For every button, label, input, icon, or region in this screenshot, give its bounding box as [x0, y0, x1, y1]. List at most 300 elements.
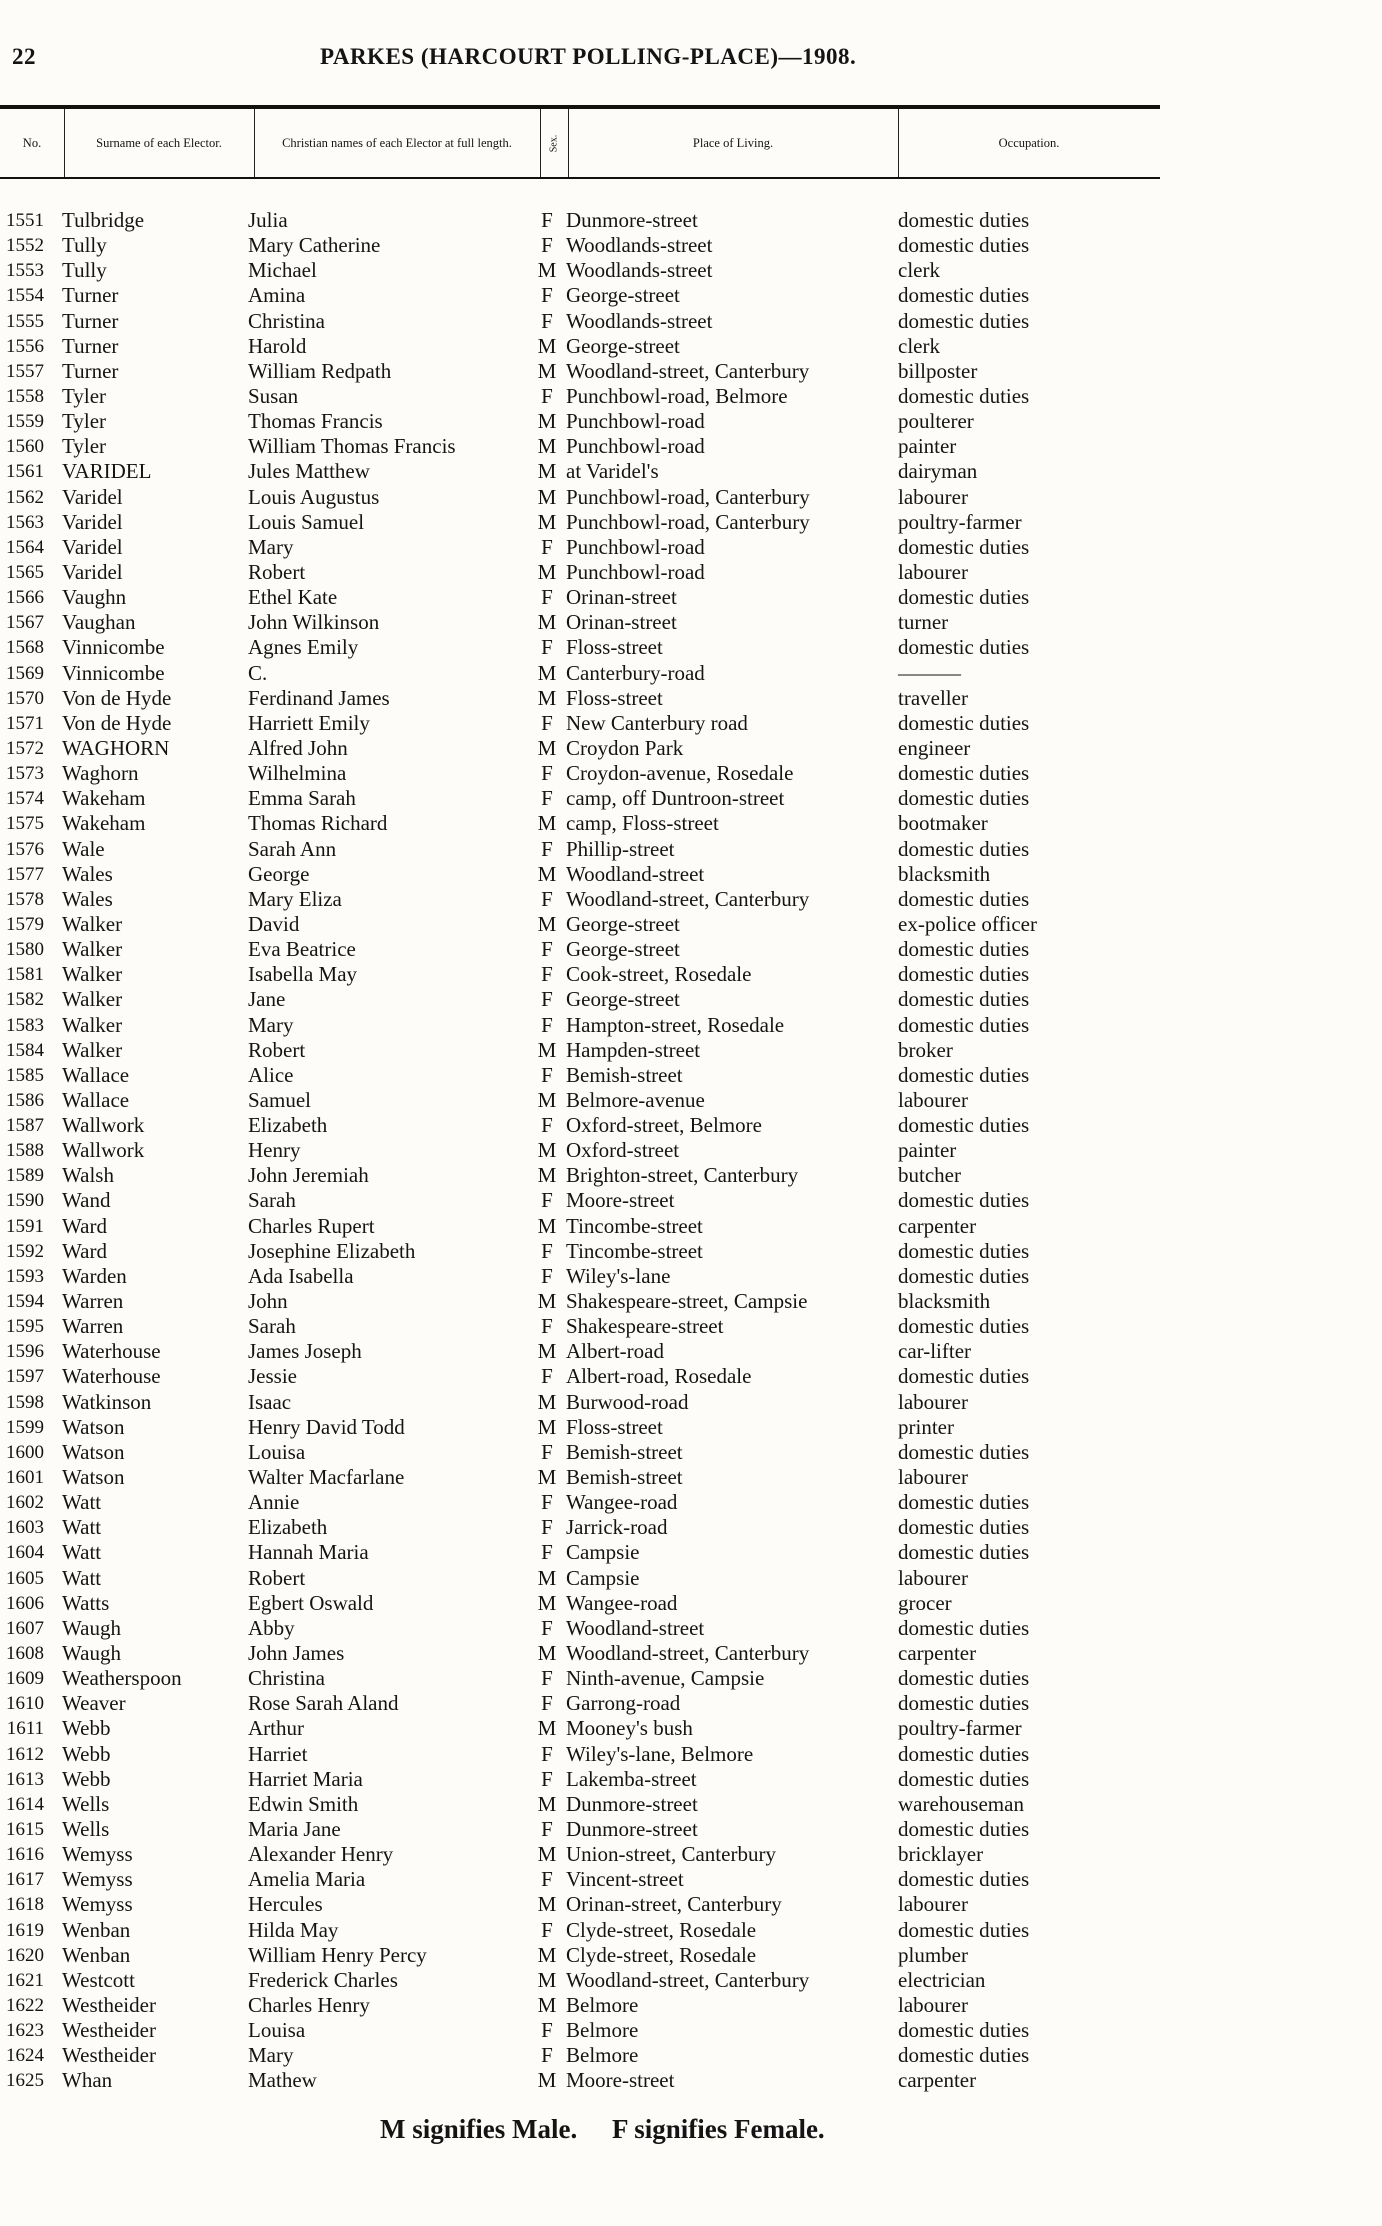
table-row	[0, 535, 1160, 560]
elector-surname: Wales	[62, 886, 113, 911]
elector-number: 1556	[6, 335, 44, 357]
elector-sex: M	[537, 258, 557, 283]
elector-number: 1569	[6, 662, 44, 684]
elector-christian-names: Hannah Maria	[248, 1540, 369, 1565]
elector-christian-names: Annie	[248, 1490, 300, 1515]
table-row	[0, 434, 1160, 459]
elector-place-of-living: Woodlands-street	[566, 233, 713, 258]
elector-christian-names: Mary Catherine	[248, 233, 381, 258]
table-row	[0, 1792, 1160, 1817]
table-row	[0, 283, 1160, 308]
table-row	[0, 1867, 1160, 1892]
elector-surname: Walker	[62, 1037, 123, 1062]
elector-christian-names: Eva Beatrice	[248, 937, 356, 962]
elector-christian-names: Isaac	[248, 1389, 292, 1414]
elector-occupation: domestic duties	[898, 1666, 1030, 1691]
elector-place-of-living: Bemish-street	[566, 1062, 683, 1087]
elector-christian-names: Harriett Emily	[248, 710, 370, 735]
elector-number: 1575	[6, 813, 44, 835]
elector-surname: Varidel	[62, 509, 123, 534]
elector-sex: F	[541, 786, 553, 811]
elector-surname: Watt	[62, 1490, 102, 1515]
elector-place-of-living: Albert-road	[566, 1339, 664, 1364]
table-row	[0, 1842, 1160, 1867]
elector-occupation: traveller	[898, 685, 968, 710]
elector-number: 1574	[6, 788, 44, 810]
table-row	[0, 786, 1160, 811]
elector-christian-names: Wilhelmina	[248, 761, 347, 786]
elector-place-of-living: Wangee-road	[566, 1490, 678, 1515]
elector-place-of-living: Shakespeare-street, Campsie	[566, 1289, 808, 1314]
elector-place-of-living: Cook-street, Rosedale	[566, 962, 752, 987]
elector-surname: Watkinson	[62, 1389, 152, 1414]
elector-occupation: domestic duties	[898, 1540, 1030, 1565]
elector-christian-names: Amelia Maria	[248, 1867, 366, 1892]
elector-occupation: plumber	[898, 1942, 968, 1967]
table-header	[0, 105, 1160, 179]
elector-place-of-living: Lakemba-street	[566, 1766, 697, 1791]
elector-place-of-living: Oxford-street, Belmore	[566, 1113, 762, 1138]
elector-place-of-living: Belmore-avenue	[566, 1087, 705, 1112]
page-title: PARKES (HARCOURT POLLING-PLACE)—1908.	[320, 44, 857, 69]
elector-surname: Watt	[62, 1565, 102, 1590]
elector-occupation: poultry-farmer	[898, 1716, 1022, 1741]
elector-number: 1552	[6, 235, 44, 257]
elector-number: 1586	[6, 1089, 44, 1111]
elector-christian-names: Hilda May	[248, 1917, 339, 1942]
elector-number: 1577	[6, 863, 44, 885]
elector-sex: F	[541, 383, 553, 408]
elector-place-of-living: Garrong-road	[566, 1691, 681, 1716]
elector-sex: M	[537, 1213, 557, 1238]
elector-christian-names: Louis Augustus	[248, 484, 380, 509]
elector-occupation: domestic duties	[898, 987, 1030, 1012]
elector-sex: M	[537, 484, 557, 509]
elector-surname: Tyler	[62, 409, 107, 434]
elector-christian-names: Maria Jane	[248, 1817, 341, 1841]
elector-surname: Wand	[62, 1188, 111, 1213]
elector-christian-names: William Thomas Francis	[248, 434, 456, 459]
elector-christian-names: Thomas Richard	[248, 811, 388, 836]
elector-number: 1608	[6, 1643, 44, 1665]
elector-number: 1568	[6, 637, 44, 659]
elector-occupation: domestic duties	[898, 1113, 1030, 1138]
elector-number: 1607	[6, 1617, 44, 1639]
elector-number: 1624	[6, 2045, 44, 2067]
elector-occupation: carpenter	[898, 2068, 977, 2093]
elector-christian-names: William Redpath	[248, 358, 392, 383]
elector-occupation: domestic duties	[898, 1062, 1030, 1087]
elector-christian-names: Josephine Elizabeth	[248, 1238, 416, 1263]
elector-surname: Watson	[62, 1465, 125, 1490]
elector-occupation: labourer	[898, 1087, 968, 1112]
table-row	[0, 1088, 1160, 1113]
elector-sex: M	[537, 1465, 557, 1490]
elector-place-of-living: Clyde-street, Rosedale	[566, 1942, 757, 1967]
elector-christian-names: Susan	[248, 383, 299, 408]
elector-place-of-living: Woodland-street	[566, 1615, 705, 1640]
elector-surname: Watt	[62, 1515, 102, 1540]
elector-place-of-living: Punchbowl-road	[566, 434, 705, 459]
table-row	[0, 1063, 1160, 1088]
elector-sex: F	[541, 635, 553, 660]
elector-number: 1562	[6, 486, 44, 508]
elector-sex: F	[541, 1490, 553, 1515]
elector-christian-names: Jane	[248, 987, 286, 1012]
elector-surname: Varidel	[62, 534, 123, 559]
elector-occupation: domestic duties	[898, 786, 1030, 811]
table-row	[0, 334, 1160, 359]
elector-number: 1603	[6, 1517, 44, 1539]
page-header	[0, 44, 1160, 78]
elector-occupation: clerk	[898, 258, 940, 283]
table-row	[0, 635, 1160, 660]
elector-occupation: ———	[898, 660, 961, 685]
elector-christian-names: Louis Samuel	[248, 509, 365, 534]
elector-sex: M	[537, 1565, 557, 1590]
elector-occupation: domestic duties	[898, 962, 1030, 987]
elector-surname: Vaughn	[62, 585, 127, 610]
elector-sex: F	[541, 308, 553, 333]
elector-sex: M	[537, 409, 557, 434]
elector-occupation: domestic duties	[898, 1364, 1030, 1389]
elector-place-of-living: Orinan-street, Canterbury	[566, 1892, 782, 1917]
elector-sex: F	[541, 1314, 553, 1339]
elector-occupation: labourer	[898, 1465, 968, 1490]
table-row	[0, 208, 1160, 233]
table-row	[0, 1943, 1160, 1968]
elector-place-of-living: George-street	[566, 987, 680, 1012]
elector-number: 1564	[6, 536, 44, 558]
elector-place-of-living: Belmore	[566, 1992, 639, 2017]
elector-occupation: electrician	[898, 1967, 986, 1992]
elector-surname: Von de Hyde	[62, 710, 172, 735]
elector-sex: F	[541, 1062, 553, 1087]
elector-occupation: domestic duties	[898, 1188, 1030, 1213]
table-row	[0, 309, 1160, 334]
table-row	[0, 987, 1160, 1012]
elector-surname: Turner	[62, 333, 119, 358]
elector-number: 1554	[6, 285, 44, 307]
elector-number: 1619	[6, 1919, 44, 1941]
elector-number: 1570	[6, 687, 44, 709]
elector-sex: F	[541, 1867, 553, 1892]
elector-number: 1566	[6, 587, 44, 609]
elector-number: 1609	[6, 1668, 44, 1690]
elector-surname: Waugh	[62, 1615, 121, 1640]
elector-occupation: printer	[898, 1414, 954, 1439]
elector-christian-names: John	[248, 1289, 288, 1314]
elector-place-of-living: Vincent-street	[566, 1867, 684, 1892]
table-row	[0, 459, 1160, 484]
elector-christian-names: Jessie	[248, 1364, 297, 1389]
table-row	[0, 962, 1160, 987]
elector-sex: M	[537, 1163, 557, 1188]
elector-occupation: butcher	[898, 1163, 961, 1188]
elector-number: 1585	[6, 1064, 44, 1086]
table-row	[0, 1666, 1160, 1691]
elector-place-of-living: camp, Floss-street	[566, 811, 719, 836]
elector-christian-names: Christina	[248, 308, 325, 333]
elector-occupation: domestic duties	[898, 1238, 1030, 1263]
table-row	[0, 610, 1160, 635]
male-note: M signifies Male.	[380, 2114, 578, 2144]
elector-number: 1578	[6, 888, 44, 910]
elector-place-of-living: Punchbowl-road	[566, 559, 705, 584]
elector-surname: Watts	[62, 1590, 110, 1615]
page-number: 22	[12, 44, 36, 69]
elector-sex: M	[537, 1138, 557, 1163]
elector-number: 1620	[6, 1944, 44, 1966]
table-row	[0, 1892, 1160, 1917]
table-row	[0, 1038, 1160, 1063]
elector-place-of-living: Hampden-street	[566, 1037, 701, 1062]
elector-surname: Webb	[62, 1716, 111, 1741]
elector-place-of-living: Canterbury-road	[566, 660, 705, 685]
elector-number: 1587	[6, 1115, 44, 1137]
elector-sex: F	[541, 710, 553, 735]
table-row	[0, 409, 1160, 434]
elector-sex: F	[541, 1615, 553, 1640]
table-row	[0, 1918, 1160, 1943]
elector-christian-names: John James	[248, 1641, 345, 1666]
elector-surname: Waghorn	[62, 761, 139, 786]
elector-sex: F	[541, 836, 553, 861]
elector-sex: M	[537, 1339, 557, 1364]
elector-christian-names: John Wilkinson	[248, 610, 380, 635]
elector-surname: Warden	[62, 1263, 127, 1288]
elector-surname: Walker	[62, 937, 123, 962]
column-header-sex	[540, 109, 568, 177]
elector-place-of-living: Phillip-street	[566, 836, 675, 861]
elector-place-of-living: Wiley's-lane	[566, 1263, 671, 1288]
elector-christian-names: Alfred John	[248, 735, 348, 760]
elector-place-of-living: George-street	[566, 911, 680, 936]
table-row	[0, 1465, 1160, 1490]
elector-place-of-living: Campsie	[566, 1565, 640, 1590]
elector-christian-names: Frederick Charles	[248, 1967, 398, 1992]
elector-occupation: labourer	[898, 1992, 968, 2017]
elector-christian-names: Harold	[248, 333, 307, 358]
elector-sex: F	[541, 534, 553, 559]
column-header-christian-names: Christian names of each Elector at full length.	[282, 135, 512, 150]
elector-occupation: domestic duties	[898, 1867, 1030, 1892]
elector-christian-names: Julia	[248, 208, 288, 232]
elector-sex: F	[541, 1263, 553, 1288]
elector-surname: Varidel	[62, 484, 123, 509]
elector-christian-names: Sarah	[248, 1314, 296, 1339]
elector-number: 1580	[6, 939, 44, 961]
elector-place-of-living: Floss-street	[566, 635, 663, 660]
elector-sex: F	[541, 987, 553, 1012]
elector-sex: F	[541, 1691, 553, 1716]
elector-christian-names: Amina	[248, 283, 306, 308]
elector-sex: M	[537, 1414, 557, 1439]
elector-number: 1601	[6, 1467, 44, 1489]
elector-place-of-living: Wangee-road	[566, 1590, 678, 1615]
elector-sex: F	[541, 1439, 553, 1464]
elector-number: 1559	[6, 411, 44, 433]
elector-surname: Wells	[62, 1817, 110, 1841]
elector-place-of-living: Punchbowl-road	[566, 534, 705, 559]
elector-place-of-living: Croydon Park	[566, 735, 684, 760]
elector-christian-names: Abby	[248, 1615, 295, 1640]
elector-place-of-living: Campsie	[566, 1540, 640, 1565]
elector-sex: F	[541, 1364, 553, 1389]
elector-occupation: grocer	[898, 1590, 952, 1615]
elector-sex: M	[537, 1892, 557, 1917]
elector-number: 1617	[6, 1869, 44, 1891]
table-row	[0, 1314, 1160, 1339]
elector-occupation: domestic duties	[898, 710, 1030, 735]
elector-surname: Varidel	[62, 559, 123, 584]
table-row	[0, 1214, 1160, 1239]
elector-surname: Webb	[62, 1766, 111, 1791]
elector-christian-names: Louisa	[248, 1439, 306, 1464]
elector-christian-names: George	[248, 861, 310, 886]
elector-place-of-living: Bemish-street	[566, 1465, 683, 1490]
elector-place-of-living: George-street	[566, 333, 680, 358]
elector-sex: M	[537, 1590, 557, 1615]
elector-place-of-living: Woodlands-street	[566, 258, 713, 283]
elector-occupation: domestic duties	[898, 1741, 1030, 1766]
elector-number: 1611	[6, 1718, 44, 1740]
elector-place-of-living: Woodland-street, Canterbury	[566, 886, 810, 911]
column-header-no: No.	[22, 135, 42, 150]
elector-place-of-living: Punchbowl-road, Canterbury	[566, 484, 810, 509]
table-row	[0, 1767, 1160, 1792]
elector-occupation: domestic duties	[898, 1314, 1030, 1339]
table-row	[0, 686, 1160, 711]
elector-occupation: blacksmith	[898, 1289, 991, 1314]
elector-number: 1596	[6, 1341, 44, 1363]
elector-occupation: painter	[898, 434, 957, 459]
elector-place-of-living: New Canterbury road	[566, 710, 748, 735]
elector-place-of-living: Ninth-avenue, Campsie	[566, 1666, 765, 1691]
elector-occupation: domestic duties	[898, 836, 1030, 861]
table-row	[0, 1591, 1160, 1616]
elector-surname: Wallwork	[62, 1113, 145, 1138]
elector-sex: F	[541, 1515, 553, 1540]
elector-surname: Turner	[62, 283, 119, 308]
elector-sex: M	[537, 685, 557, 710]
table-row	[0, 585, 1160, 610]
elector-place-of-living: Punchbowl-road, Canterbury	[566, 509, 810, 534]
elector-place-of-living: Woodlands-street	[566, 308, 713, 333]
elector-sex: F	[541, 585, 553, 610]
elector-place-of-living: camp, off Duntroon-street	[566, 786, 785, 811]
elector-occupation: domestic duties	[898, 383, 1030, 408]
elector-sex: F	[541, 761, 553, 786]
elector-place-of-living: Belmore	[566, 2018, 639, 2043]
elector-occupation: labourer	[898, 1565, 968, 1590]
table-row	[0, 1188, 1160, 1213]
elector-occupation: domestic duties	[898, 2018, 1030, 2043]
elector-christian-names: Robert	[248, 1565, 306, 1590]
elector-sex: M	[537, 1037, 557, 1062]
elector-sex: M	[537, 1842, 557, 1867]
elector-sex: F	[541, 1238, 553, 1263]
elector-sex: F	[541, 2018, 553, 2043]
elector-number: 1589	[6, 1165, 44, 1187]
elector-surname: Wales	[62, 861, 113, 886]
elector-christian-names: Walter Macfarlane	[248, 1465, 405, 1490]
elector-number: 1593	[6, 1265, 44, 1287]
table-row	[0, 1163, 1160, 1188]
elector-occupation: domestic duties	[898, 1817, 1030, 1841]
elector-christian-names: James Joseph	[248, 1339, 362, 1364]
elector-christian-names: Sarah	[248, 1188, 296, 1213]
elector-christian-names: Samuel	[248, 1087, 311, 1112]
elector-surname: Watson	[62, 1414, 125, 1439]
elector-surname: Westheider	[62, 1992, 156, 2017]
elector-surname: Wakeham	[62, 811, 146, 836]
elector-occupation: domestic duties	[898, 208, 1030, 232]
elector-occupation: carpenter	[898, 1641, 977, 1666]
table-row	[0, 1390, 1160, 1415]
elector-number: 1618	[6, 1894, 44, 1916]
elector-number: 1553	[6, 260, 44, 282]
elector-place-of-living: Punchbowl-road, Belmore	[566, 383, 788, 408]
table-row	[0, 1993, 1160, 2018]
elector-sex: F	[541, 1917, 553, 1942]
elector-christian-names: Elizabeth	[248, 1113, 328, 1138]
table-row	[0, 1691, 1160, 1716]
elector-surname: Westheider	[62, 2018, 156, 2043]
elector-number: 1591	[6, 1215, 44, 1237]
elector-place-of-living: Clyde-street, Rosedale	[566, 1917, 757, 1942]
elector-christian-names: C.	[248, 660, 268, 685]
elector-occupation: billposter	[898, 358, 978, 383]
elector-occupation: labourer	[898, 1389, 968, 1414]
column-header-occupation: Occupation.	[998, 135, 1060, 150]
elector-surname: Tulbridge	[62, 208, 145, 232]
elector-sex: F	[541, 1741, 553, 1766]
elector-sex: F	[541, 1540, 553, 1565]
elector-place-of-living: Dunmore-street	[566, 208, 698, 232]
elector-place-of-living: Floss-street	[566, 1414, 663, 1439]
elector-place-of-living: Moore-street	[566, 1188, 675, 1213]
elector-sex: F	[541, 1817, 553, 1841]
elector-surname: Wallace	[62, 1062, 130, 1087]
elector-christian-names: Mary Eliza	[248, 886, 342, 911]
elector-number: 1590	[6, 1190, 44, 1212]
elector-number: 1573	[6, 763, 44, 785]
elector-occupation: domestic duties	[898, 1515, 1030, 1540]
elector-place-of-living: Tincombe-street	[566, 1213, 703, 1238]
elector-place-of-living: Union-street, Canterbury	[566, 1842, 776, 1867]
table-row	[0, 887, 1160, 912]
elector-surname: Walker	[62, 1012, 123, 1037]
elector-surname: Waugh	[62, 1641, 121, 1666]
elector-christian-names: Ethel Kate	[248, 585, 338, 610]
elector-sex: M	[537, 434, 557, 459]
elector-sex: M	[537, 660, 557, 685]
table-row	[0, 1490, 1160, 1515]
elector-occupation: domestic duties	[898, 1263, 1030, 1288]
table-row	[0, 1742, 1160, 1767]
elector-occupation: domestic duties	[898, 308, 1030, 333]
elector-sex: F	[541, 233, 553, 258]
elector-place-of-living: Bemish-street	[566, 1439, 683, 1464]
elector-christian-names: Mary	[248, 534, 294, 559]
elector-occupation: poulterer	[898, 409, 974, 434]
elector-surname: Weatherspoon	[62, 1666, 182, 1691]
elector-sex: F	[541, 283, 553, 308]
elector-sex: F	[541, 2043, 553, 2068]
table-row	[0, 736, 1160, 761]
elector-christian-names: Elizabeth	[248, 1515, 328, 1540]
